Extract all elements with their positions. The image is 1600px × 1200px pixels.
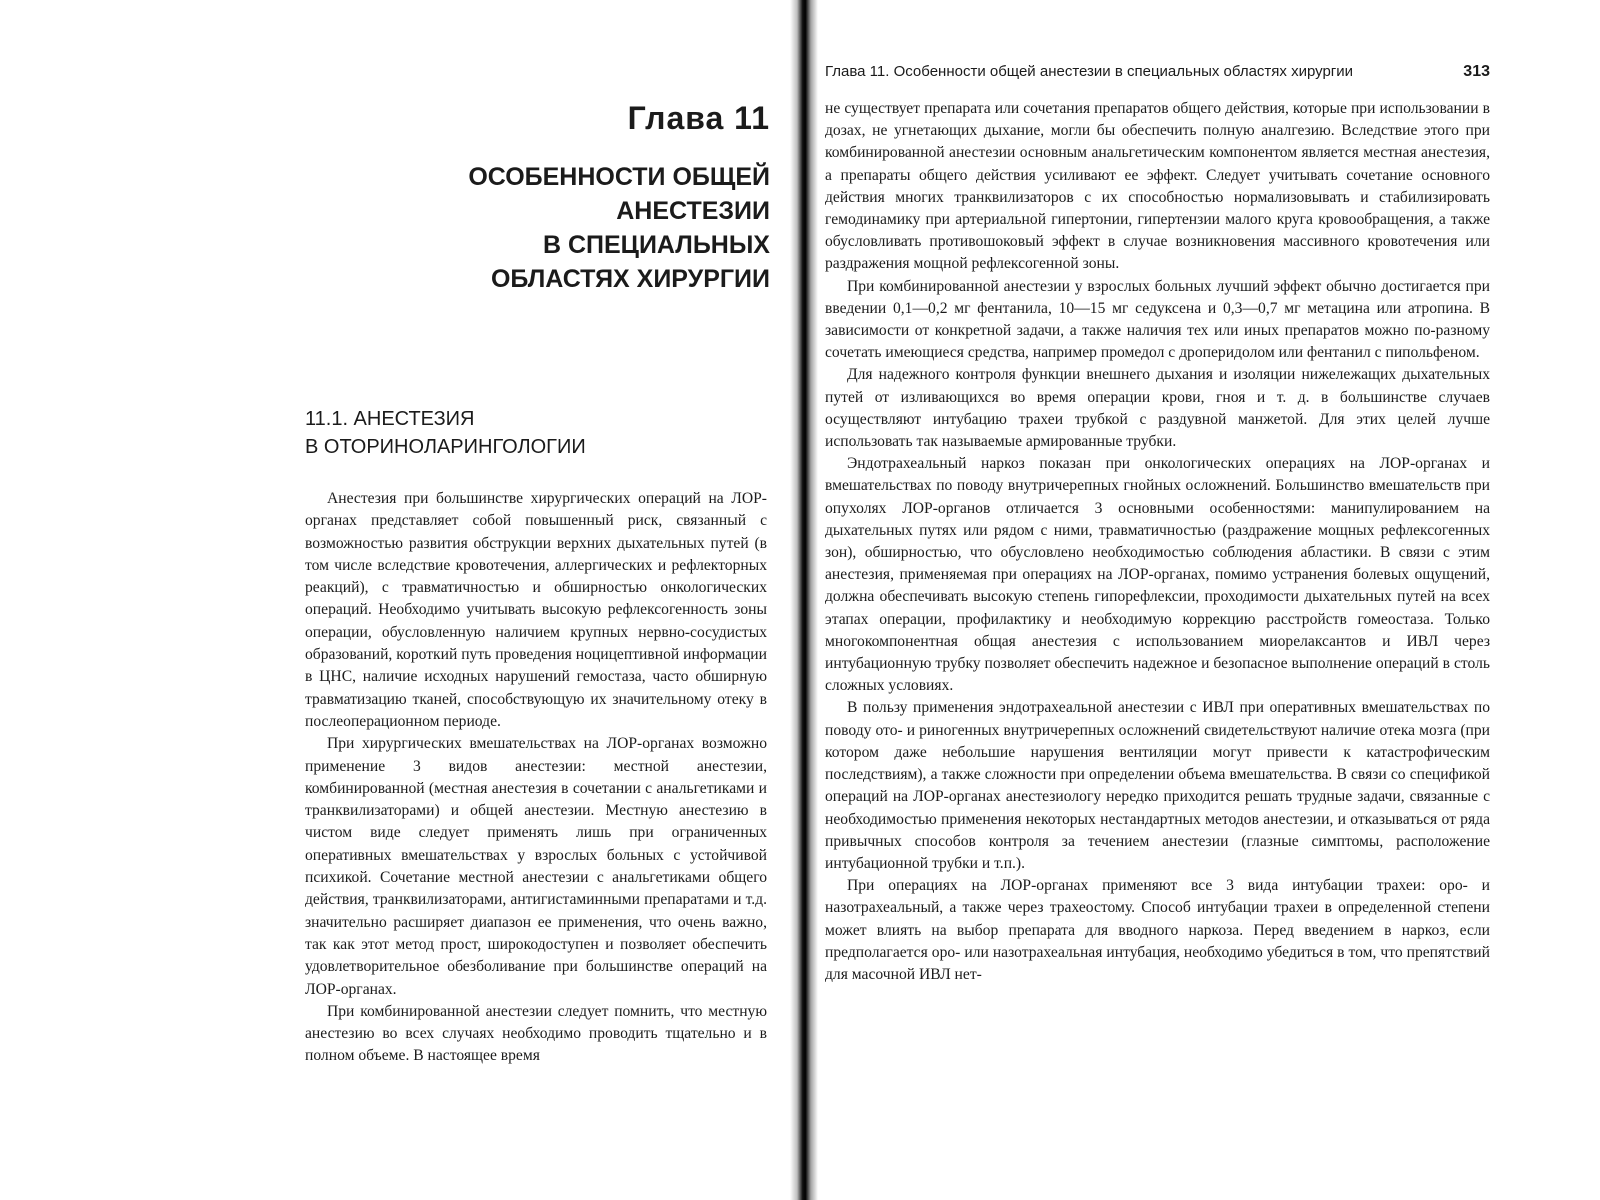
body-paragraph: Эндотрахеальный наркоз показан при онкологических операциях на ЛОР-органах и вмешательствах по поводу внутричерепных гнойных осложнений. Большинство вмешательств при опухолях ЛОР-органов отличается 3 основными особенностями: манипулированием на дыхательных путях или рядом с ними, травматичностью (раздражение мощных рефлексогенных зон), обширностью, что обусловлено необходимостью соблюдения абластики. В связи с этим анестезия, применяемая при операциях на ЛОР-органах, помимо устранения болевых ощущений, должна обеспечивать высокую степень гипорефлексии, проходимости дыхательных путей на всех этапах операции, профилактику и необходимую коррекцию расстройств гомеостаза. Только многокомпонентная общая анестезия с использованием миорелаксантов и ИВЛ через интубационную трубку позволяет обеспечить надежное и безопасное выполнение операций в столь сложных условиях. — [825, 455, 1490, 695]
body-paragraph: При комбинированной анестезии у взрослых больных лучший эффект обычно достигается при введении 0,1—0,2 мг фентанила, 10—15 мг седуксена и 0,3—0,7 мг метацина или атропина. В зависимости от конкретной задачи, а также наличия тех или иных препаратов можно по-разному сочетать имеющиеся средства, например промедол с дроперидолом или фентанил с пипольфеном. — [825, 277, 1490, 362]
body-paragraph: При хирургических вмешательствах на ЛОР-органах возможно применение 3 видов анестезии: местной анестезии, комбинированной (местная анестезия в сочетании с анальгетиками и транквилизаторами) и общей анестезии. Местную анестезию в чистом виде следует применять лишь при ограниченных оперативных вмешательствах у взрослых больных с устойчивой психикой. Сочетание местной анестезии с анальгетиками общего действия, транквилизаторами, антигистаминными препаратами и т.д. значительно расширяет диапазон ее применения, что очень важно, так как этот метод прост, широкодоступен и позволяет обеспечить удовлетворительное обезболивание при большинстве операций на ЛОР-органах. — [305, 735, 767, 998]
body-paragraph: При операциях на ЛОР-органах применяют все 3 вида интубации трахеи: оро- и назотрахеальный, а также через трахеостому. Способ интубации трахеи в определенной степени может влиять на выбор препарата для вводного наркоза. Перед введением в наркоз, если предполагается оро- или назотрахеальная интубация, необходимо убедиться в том, что препятствий для масочной ИВЛ нет- — [825, 877, 1490, 983]
chapter-title-line: ОБЛАСТЯХ ХИРУРГИИ — [490, 265, 770, 293]
chapter-label: Глава 11 — [627, 100, 770, 136]
running-header-title: Глава 11. Особенности общей анестезии в специальных областях хирургии — [825, 63, 1354, 80]
body-paragraph: Для надежного контроля функции внешнего дыхания и изоляции нижележащих дыхательных путей от изливающихся во время операции крови, гноя и т. д. в большинстве случаев осуществляют интубацию трахеи трубкой с раздувной манжетой. Для этих целей лучше использовать так называемые армированные трубки. — [825, 366, 1490, 451]
right-body-text — [825, 98, 1490, 986]
right-page — [800, 0, 1600, 1200]
section-heading-line: В ОТОРИНОЛАРИНГОЛОГИИ — [305, 436, 586, 458]
left-body-text — [305, 488, 767, 1068]
chapter-title-line: В СПЕЦИАЛЬНЫХ — [542, 231, 770, 259]
page-number: 313 — [1463, 63, 1490, 80]
chapter-title-line: АНЕСТЕЗИИ — [616, 197, 770, 225]
chapter-title — [250, 160, 770, 296]
running-header — [825, 63, 1490, 81]
body-paragraph: При комбинированной анестезии следует помнить, что местную анестезию во всех случаях необходимо проводить тщательно и в полном объеме. В настоящее время — [305, 1002, 767, 1065]
chapter-title-line: ОСОБЕННОСТИ ОБЩЕЙ — [468, 163, 770, 191]
section-heading-line: 11.1. АНЕСТЕЗИЯ — [305, 408, 475, 430]
body-paragraph: В пользу применения эндотрахеальной анестезии с ИВЛ при оперативных вмешательствах по поводу ото- и риногенных внутричерепных осложнений свидетельствуют наличие отека мозга (при котором даже небольшие нарушения вентиляции могут привести к катастрофическим последствиям), а также сложности при определении объема вмешательства. В связи со спецификой операций на ЛОР-органах анестезиологу нередко приходится решать трудные задачи, связанные с необходимостью применения некоторых нестандартных методов анестезии, и отказываться от ряда привычных способов контроля за течением анестезии (глазные симптомы, расположение интубационной трубки и т.п.). — [825, 699, 1490, 872]
body-paragraph: Анестезия при большинстве хирургических операций на ЛОР-органах представляет собой повышенный риск, связанный с возможностью развития обструкции верхних дыхательных путей (в том числе вследствие кровотечения, аллергических и рефлекторных реакций), с травматичностью и обширностью онкологических операций. Необходимо учитывать высокую рефлексогенность зоны операции, обусловленную наличием крупных нервно-сосудистых образований, короткий путь проведения ноцицептивной информации в ЦНС, наличие исходных нарушений гемостаза, часто обширную травматизацию тканей, способствующую их значительному отеку в послеоперационном периоде. — [305, 490, 767, 730]
section-heading — [305, 405, 765, 461]
continued-paragraph: не существует препарата или сочетания препаратов общего действия, которые при использовании в дозах, не угнетающих дыхание, могли бы обеспечить полную аналгезию. Вследствие этого при комбинированной анестезии основным анальгетическим компонентом является местная анестезия, а препараты общего действия усиливают ее эффект. Следует учитывать сочетание основного действия многих транквилизаторов с их способностью нормализовывать и стабилизировать гемодинамику при артериальной гипертонии, гипертензии малого круга кровообращения, а также обусловливать противошоковый эффект в случае возникновения массивного кровотечения или раздражения мощной рефлексогенной зоны. — [825, 100, 1490, 273]
